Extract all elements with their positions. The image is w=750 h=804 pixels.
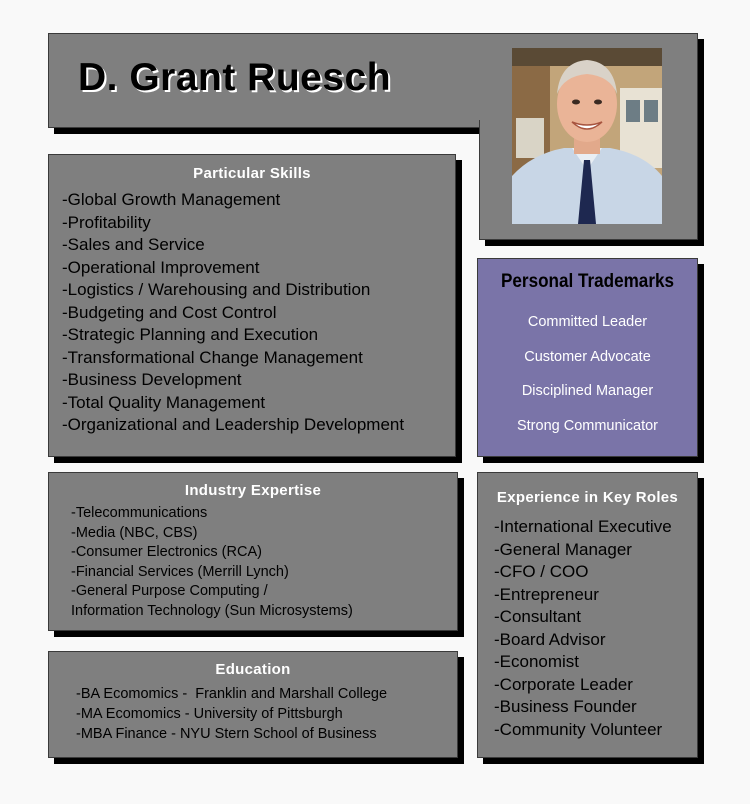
list-item: -Sales and Service (62, 235, 205, 254)
list-item: -Consumer Electronics (RCA) (71, 544, 262, 561)
trademarks-list (478, 305, 697, 443)
list-item: Disciplined Manager (521, 383, 654, 399)
list-item: -Strategic Planning and Execution (62, 325, 319, 344)
list-item: Customer Advocate (524, 348, 651, 365)
trademarks-panel (477, 258, 698, 457)
list-item: -Logistics / Warehousing and Distribution (62, 280, 371, 299)
list-item: -Global Growth Management (62, 190, 281, 209)
list-item: -MBA Finance - NYU Stern School of Business (76, 725, 377, 742)
list-item: -CFO / COO (494, 562, 589, 581)
list-item: Committed Leader (527, 314, 648, 330)
roles-panel (477, 472, 698, 758)
list-item: -International Executive (494, 517, 672, 536)
industry-panel (48, 472, 458, 631)
list-item: -Business Founder (494, 697, 637, 716)
industry-title: Industry Expertise (184, 482, 322, 499)
list-item: -Community Volunteer (494, 719, 663, 739)
list-item: -Profitability (62, 212, 151, 232)
list-item: Information Technology (Sun Microsystems) (71, 602, 353, 619)
roles-list (494, 516, 672, 741)
education-panel (48, 651, 458, 758)
list-item: -Financial Services (Merrill Lynch) (71, 563, 289, 580)
list-item: -Transformational Change Management (62, 347, 363, 367)
roles-title: Experience in Key Roles (496, 489, 679, 506)
portrait-photo (512, 48, 662, 224)
list-item: -MA Ecomomics - University of Pittsburgh (76, 705, 343, 722)
list-item: -Budgeting and Cost Control (62, 302, 277, 322)
list-item: Strong Communicator (516, 417, 659, 434)
list-item: -Media (NBC, CBS) (71, 524, 198, 541)
education-title: Education (215, 661, 291, 678)
list-item: -Business Development (62, 370, 242, 389)
skills-list (62, 189, 404, 437)
list-item: -Total Quality Management (62, 392, 266, 412)
list-item: -Consultant (494, 607, 581, 626)
list-item: -Economist (494, 652, 580, 671)
list-item: -Telecommunications (71, 505, 208, 521)
skills-title: Particular Skills (193, 165, 311, 182)
list-item: -Corporate Leader (494, 674, 633, 694)
page-title: D. Grant Ruesch (78, 56, 392, 99)
list-item: -Operational Improvement (62, 257, 260, 277)
list-item: -Board Advisor (494, 629, 606, 649)
list-item: -General Manager (494, 539, 632, 559)
list-item: -General Purpose Computing / (71, 583, 268, 600)
list-item: -Organizational and Leadership Development (62, 415, 405, 434)
education-list (76, 685, 387, 744)
list-item: -Entrepreneur (494, 584, 599, 604)
industry-list (71, 504, 353, 622)
list-item: -BA Ecomomics - Franklin and Marshall College (76, 686, 388, 702)
trademarks-title: Personal Trademarks (501, 271, 674, 292)
skills-panel (48, 154, 456, 457)
